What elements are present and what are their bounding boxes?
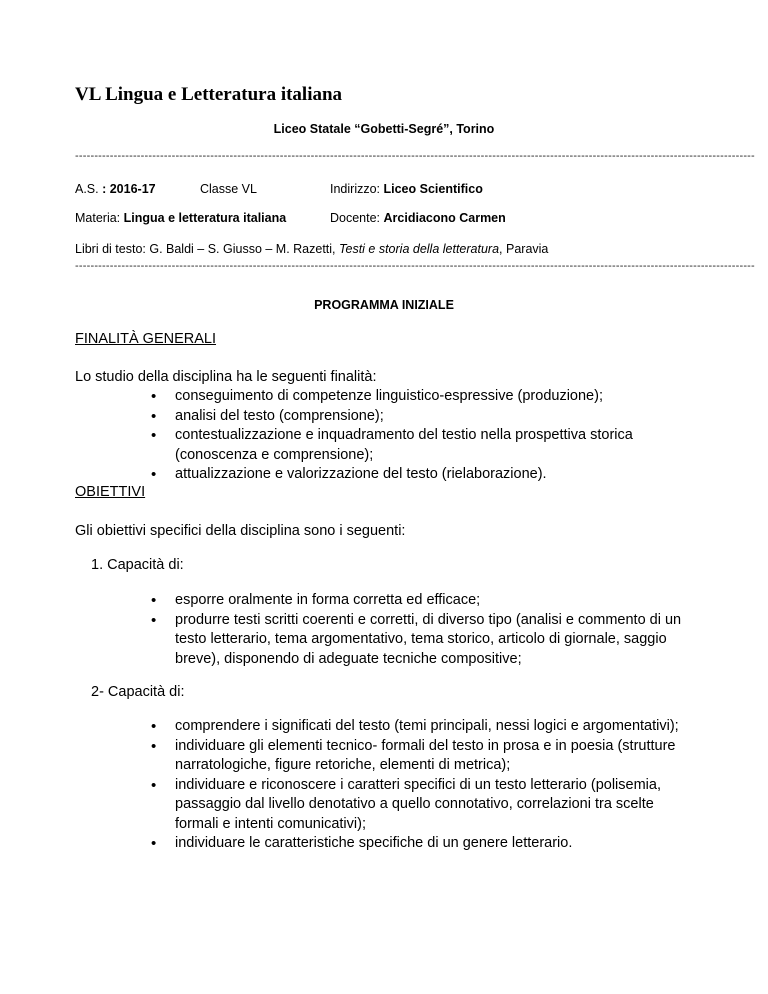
- obiettivi-heading: OBIETTIVI: [75, 484, 146, 500]
- document-title: VL Lingua e Letteratura italiana: [75, 84, 343, 105]
- list-item-continuation: narratologiche, figure retoriche, elementi di metrica);: [175, 757, 511, 773]
- list-item: • individuare gli elementi tecnico- formali del testo in prosa e in poesia (strutture: [175, 737, 679, 757]
- list-item: • comprendere i significati del testo (temi principali, nessi logici e argomentativi);: [175, 717, 679, 737]
- school-year-value: : 2016-17: [102, 182, 156, 196]
- list-item: • conseguimento di competenze linguistico-espressive (produzione);: [175, 387, 633, 407]
- list-item: • attualizzazione e valorizzazione del testo (rielaborazione).: [175, 465, 633, 485]
- finalita-list: [175, 387, 633, 485]
- group1-label: 1. Capacità di:: [91, 557, 184, 573]
- group2-label: 2- Capacità di:: [91, 684, 185, 700]
- materia: Materia: Lingua e letteratura italiana: [75, 211, 287, 225]
- divider-top: --------------------------------------------------------------------------------------------------------------------------------------------------------------------------------: [75, 150, 755, 162]
- indirizzo: Indirizzo: Liceo Scientifico: [330, 182, 483, 196]
- divider-bottom: --------------------------------------------------------------------------------------------------------------------------------------------------------------------------------: [75, 260, 755, 272]
- textbook-title: Testi e storia della letteratura: [339, 242, 500, 256]
- list-item-continuation: passaggio dal livello denotativo a quello connotativo, correlazioni tra scelte: [175, 796, 654, 812]
- list-item-continuation: testo letterario, tema argomentativo, tema storico, articolo di giornale, saggio: [175, 631, 667, 647]
- programma-heading: PROGRAMMA INIZIALE: [314, 298, 454, 312]
- list-item: • individuare le caratteristiche specifiche di un genere letterario.: [175, 834, 679, 854]
- list-item-continuation: formali e intenti comunicativi);: [175, 815, 366, 832]
- list-item: • produrre testi scritti coerenti e corretti, di diverso tipo (analisi e commento di un: [175, 611, 681, 631]
- school-year: A.S. : 2016-17: [75, 182, 156, 196]
- class-label: Classe VL: [200, 182, 257, 196]
- list-item-continuation: breve), disponendo di adeguate tecniche compositive;: [175, 650, 522, 667]
- group2-list: [175, 717, 679, 854]
- indirizzo-value: Liceo Scientifico: [383, 182, 483, 196]
- docente-value: Arcidiacono Carmen: [383, 211, 506, 225]
- obiettivi-intro: Gli obiettivi specifici della disciplina sono i seguenti:: [75, 523, 406, 539]
- finalita-heading: FINALITÀ GENERALI: [75, 331, 217, 347]
- textbooks: Libri di testo: G. Baldi – S. Giusso – M. Razetti, Testi e storia della letteratura, Paravia: [75, 242, 549, 256]
- finalita-intro: Lo studio della disciplina ha le seguenti finalità:: [75, 369, 377, 385]
- list-item-continuation: (conoscenza e comprensione);: [175, 446, 374, 463]
- group1-list: [175, 591, 681, 669]
- list-item: • contestualizzazione e inquadramento del testio nella prospettiva storica: [175, 426, 633, 446]
- list-item: • individuare e riconoscere i caratteri specifici di un testo letterario (polisemia,: [175, 776, 679, 796]
- school-name: Liceo Statale “Gobetti-Segré”, Torino: [273, 122, 495, 136]
- materia-value: Lingua e letteratura italiana: [123, 211, 287, 225]
- list-item: • analisi del testo (comprensione);: [175, 407, 633, 427]
- docente: Docente: Arcidiacono Carmen: [330, 211, 506, 225]
- list-item: • esporre oralmente in forma corretta ed efficace;: [175, 591, 681, 611]
